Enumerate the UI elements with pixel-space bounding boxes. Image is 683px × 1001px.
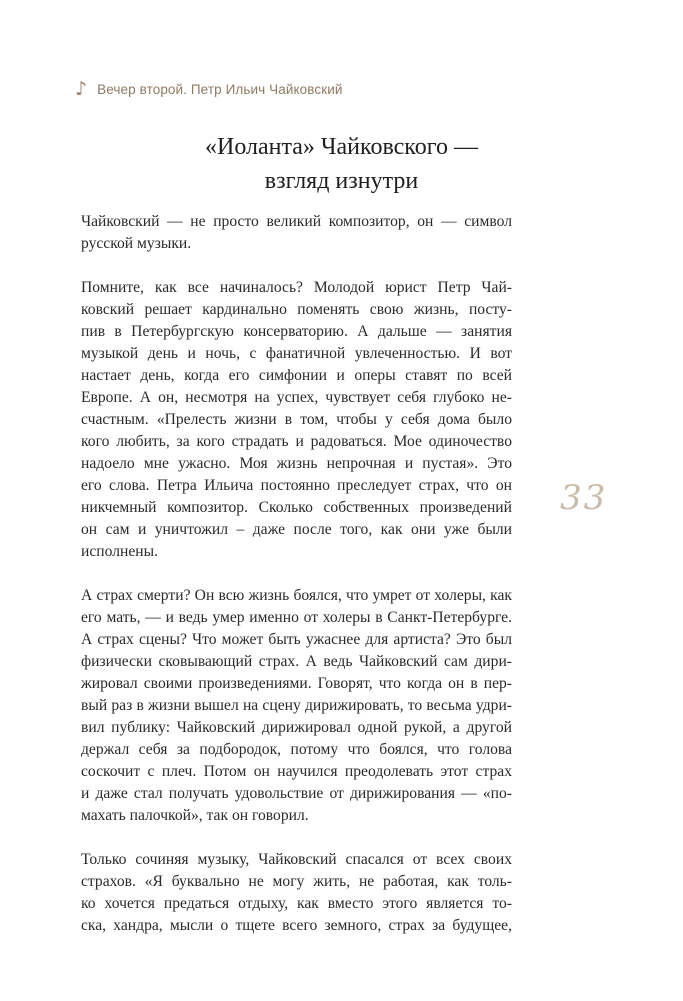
running-head-text: Вечер второй. Петр Ильич Чайковский (97, 82, 343, 97)
paragraph (81, 849, 512, 937)
text-line: страхов. «Я буквально не могу жить, не работая, как толь- (81, 873, 512, 890)
page-number: 33 (560, 478, 608, 518)
text-line: исполнены. (81, 543, 158, 560)
text-line: Европе. А он, несмотря на успех, чувствует себя глубоко не- (81, 389, 512, 406)
text-line: соскочит с плеч. Потом он научился преодолевать этот страх (81, 763, 512, 780)
text-line: А страх сцены? Что может быть ужаснее для артиста? Это был (81, 631, 512, 648)
text-line: его слова. Петра Ильича постоянно преследует страх, что он (81, 477, 512, 494)
body-text (81, 211, 512, 959)
text-line: кого любить, за кого страдать и радоваться. Мое одиночество (81, 433, 512, 450)
text-line: его мать, — и ведь умер именно от холеры в Санкт-Петербурге. (81, 609, 512, 626)
text-line: русской музыки. (81, 235, 192, 252)
text-line: ска, хандра, мысли о тщете всего земного, страх за будущее, (81, 917, 512, 934)
text-line: махать палочкой», так он говорил. (81, 807, 309, 824)
text-line: Чайковский — не просто великий композитор, он — символ (81, 213, 512, 230)
chapter-title-line-1: «Иоланта» Чайковского — (205, 134, 478, 160)
chapter-title (75, 130, 608, 198)
text-line: надоело мне ужасно. Моя жизнь непрочная и пустая». Это (81, 455, 512, 472)
text-line: счастным. «Прелесть жизни в том, чтобы у себя дома было (81, 411, 512, 428)
paragraph (81, 211, 512, 255)
text-line: вый раз в жизни вышел на сцену дирижировать, то весьма удри- (81, 697, 512, 714)
music-note-icon: ♪ (75, 78, 88, 100)
text-line: он сам и уничтожил – даже после того, как они уже были (81, 521, 512, 538)
text-line: никчемный композитор. Сколько собственных произведений (81, 499, 512, 516)
text-line: физически сковывающий страх. А ведь Чайковский сам дири- (81, 653, 512, 670)
text-line: А страх смерти? Он всю жизнь боялся, что умрет от холеры, как (81, 587, 512, 604)
paragraph (81, 277, 512, 563)
running-head (75, 80, 343, 99)
text-line: вил публику: Чайковский дирижировал одной рукой, а другой (81, 719, 512, 736)
text-line: настает день, когда его симфонии и оперы ставят по всей (81, 367, 512, 384)
chapter-title-line-2: взгляд изнутри (264, 168, 419, 194)
text-line: ко хочется предаться отдыху, как вместо этого является то- (81, 895, 512, 912)
text-line: жировал своими произведениями. Говорят, что когда он в пер- (81, 675, 512, 692)
text-line: ковский решает кардинально поменять свою жизнь, посту- (81, 301, 512, 318)
text-line: Помните, как все начиналось? Молодой юрист Петр Чай- (81, 279, 512, 296)
text-line: Только сочиняя музыку, Чайковский спасался от всех своих (81, 851, 512, 868)
paragraph (81, 585, 512, 827)
text-line: музыкой день и ночь, с фанатичной увлеченностью. И вот (81, 345, 512, 362)
text-line: держал себя за подбородок, потому что боялся, что голова (81, 741, 512, 758)
text-line: и даже стал получать удовольствие от дирижирования — «по- (81, 785, 512, 802)
text-line: пив в Петербургскую консерваторию. А дальше — занятия (81, 323, 512, 340)
